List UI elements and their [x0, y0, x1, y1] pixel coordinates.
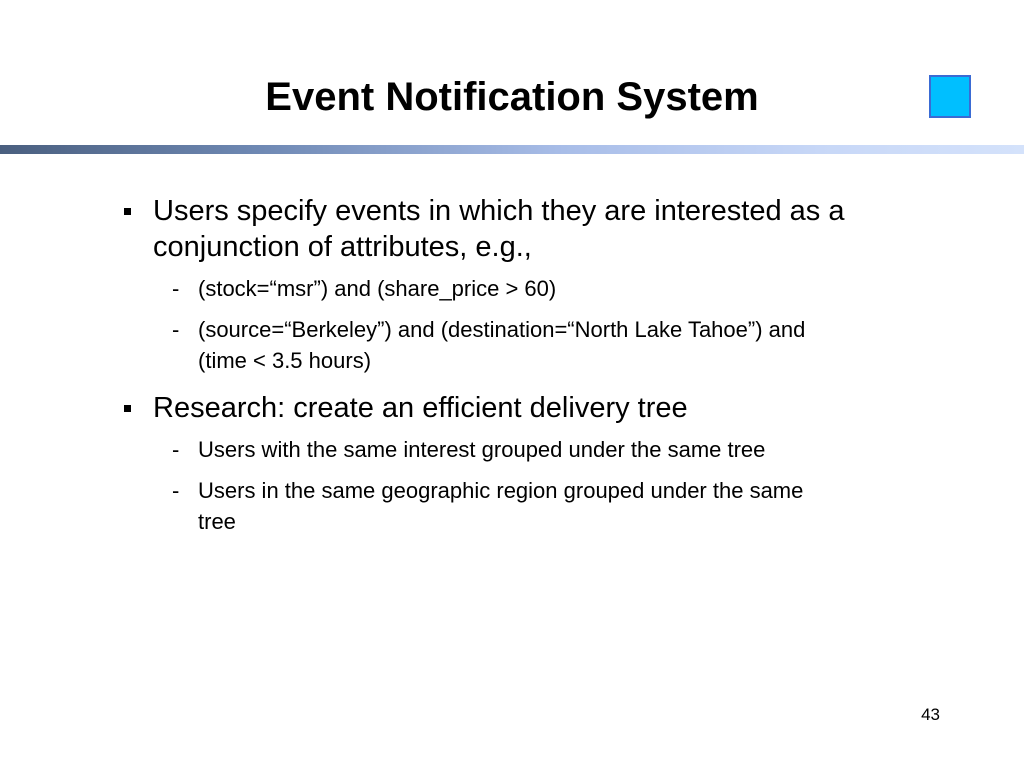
sub-bullet-text: (source=“Berkeley”) and (destination=“North Lake Tahoe”) and (time < 3.5 hours): [198, 317, 806, 373]
sub-bullet-item: [120, 475, 838, 537]
square-bullet-icon: [124, 405, 131, 412]
bullet-text: Users specify events in which they are interested as a conjunction of attributes, e.g.,: [153, 195, 845, 263]
dash-marker: -: [172, 478, 180, 503]
dash-marker: -: [172, 276, 180, 301]
sub-bullet-text: Users with the same interest grouped under the same tree: [198, 437, 766, 462]
bullet-text: Research: create an efficient delivery tree: [153, 392, 688, 424]
dash-marker: -: [172, 317, 180, 342]
bullet-item: [120, 193, 920, 265]
corner-square-icon: [929, 75, 971, 118]
page-number: 43: [921, 705, 940, 724]
dash-marker: -: [172, 437, 180, 462]
title-divider: [0, 145, 1024, 154]
sub-bullet-item: [120, 314, 838, 376]
sub-bullet-item: [120, 434, 838, 465]
bullet-item: [120, 390, 920, 426]
sub-bullet-item: [120, 273, 838, 304]
square-bullet-icon: [124, 208, 131, 215]
sub-bullet-text: (stock=“msr”) and (share_price > 60): [198, 276, 557, 301]
sub-bullet-text: Users in the same geographic region grouped under the same tree: [198, 478, 804, 534]
slide-title: Event Notification System: [265, 75, 759, 119]
slide-body: [120, 193, 920, 547]
